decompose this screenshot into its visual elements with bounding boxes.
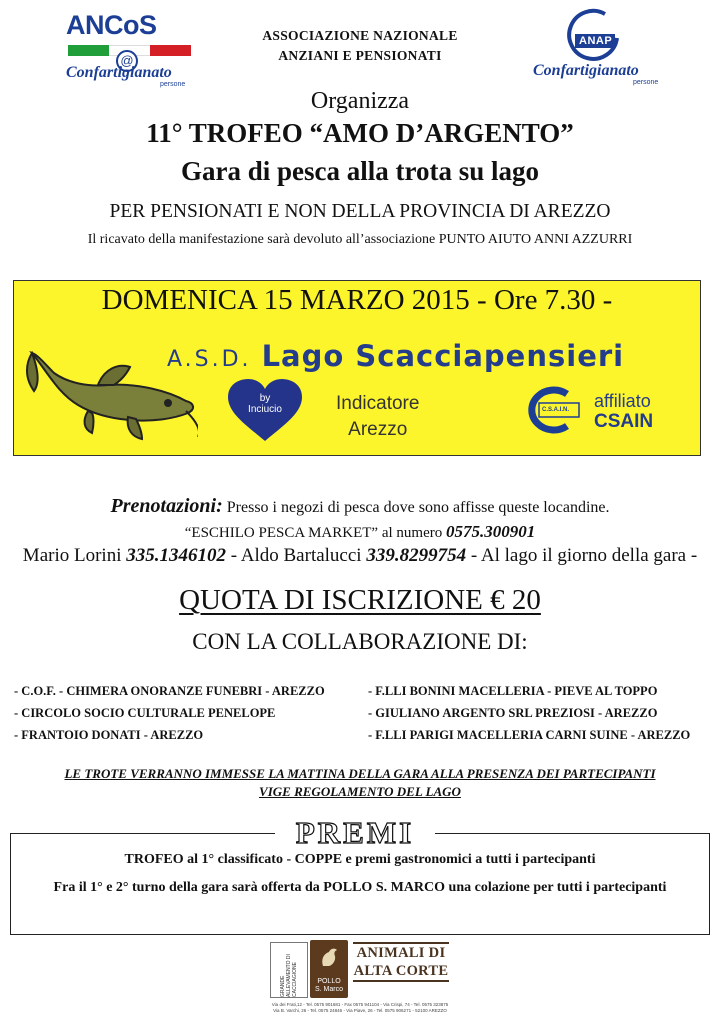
location-line-1: Indicatore xyxy=(336,393,420,414)
heart-text xyxy=(226,393,304,415)
booking-text: Presso i negozi di pesca dove sono affisse queste locandine. xyxy=(226,499,610,516)
affiliato-label: affiliato xyxy=(594,391,651,411)
gara-title: Gara di pesca alla trota su lago xyxy=(180,156,539,186)
persone-label: persone xyxy=(160,81,186,88)
asd-label: A.S.D. xyxy=(167,347,252,372)
location-label xyxy=(336,391,419,443)
prizes-title xyxy=(275,815,435,851)
pollo-label-1: POLLO xyxy=(317,978,341,985)
club-name xyxy=(167,339,624,373)
sponsor-item: - F.LLI PARIGI MACELLERIA CARNI SUINE - AREZZO xyxy=(368,728,691,742)
confartigianato-label: Confartigianato xyxy=(66,64,172,81)
pensionati-line: PER PENSIONATI E NON DELLA PROVINCIA DI AREZZO xyxy=(109,201,611,222)
sponsor-list-right xyxy=(368,680,690,746)
heart-text-by: by xyxy=(259,393,271,404)
registration-fee: QUOTA DI ISCRIZIONE € 20 xyxy=(179,584,541,616)
game-breeding-badge: GRANDE ALLEVAMENTO DI CACCIAGIONE xyxy=(270,942,308,998)
ricavato-line: Il ricavato della manifestazione sarà devoluto all’associazione PUNTO AIUTO ANNI AZZURRI xyxy=(87,232,633,247)
contact-1: Mario Lorini xyxy=(22,545,122,566)
organizza-line: Organizza xyxy=(310,88,410,114)
association-line-2: ANZIANI E PENSIONATI xyxy=(278,48,442,63)
phone-1: 335.1346102 xyxy=(126,545,226,566)
phone-2: 339.8299754 xyxy=(366,545,467,566)
anap-wordmark: ANAP xyxy=(579,35,613,47)
pollo-san-marco-logo xyxy=(310,940,348,998)
prizes-title-text: PREMI xyxy=(295,815,415,850)
heart-text-inciucio: Inciucio xyxy=(248,404,282,415)
rooster-icon xyxy=(319,946,339,968)
shop-name: “ESCHILO PESCA MARKET” al numero xyxy=(184,525,443,541)
sponsor-item: - CIRCOLO SOCIO CULTURALE PENELOPE xyxy=(14,706,276,720)
address-line-2: Via B. Varchi, 26 - Tel. 0575 24846 - Via Piave, 26 - Tel. 0575 906271 - 52100 AREZZO xyxy=(273,1008,447,1013)
association-name xyxy=(220,26,500,66)
prize-line-2: Fra il 1° e 2° turno della gara sarà offerta da POLLO S. MARCO una colazione per tutti i partecipanti xyxy=(53,880,667,895)
booking-line xyxy=(0,495,720,518)
club-name-text: Lago Scacciapensieri xyxy=(261,339,625,373)
event-banner xyxy=(13,280,701,456)
footer-address xyxy=(270,1002,450,1014)
collaboration-heading: CON LA COLLABORAZIONE DI: xyxy=(192,629,528,654)
shop-line xyxy=(0,522,720,542)
csain-label: CSAIN xyxy=(594,411,654,432)
csain-mark-text: C.S.A.I.N. xyxy=(542,407,570,413)
sponsor-list-left xyxy=(14,680,325,746)
sponsor-item: - FRANTOIO DONATI - AREZZO xyxy=(14,728,204,742)
sponsor-item: - C.O.F. - CHIMERA ONORANZE FUNEBRI - AREZZO xyxy=(14,684,325,698)
contact-2: - Aldo Bartalucci xyxy=(230,545,362,566)
sponsor-footer-logo xyxy=(270,940,450,1015)
animali-line-1: ANIMALI DI xyxy=(356,945,446,961)
prize-line-1: TROFEO al 1° classificato - COPPE e premi gastronomici a tutti i partecipanti xyxy=(124,852,596,867)
shop-phone: 0575.300901 xyxy=(445,522,536,541)
event-date: DOMENICA 15 MARZO 2015 - Ore 7.30 - xyxy=(101,284,613,316)
trout-notice xyxy=(0,765,720,801)
animali-line-2: ALTA CORTE xyxy=(353,963,449,979)
contacts-tail: - Al lago il giorno della gara - xyxy=(470,545,698,566)
confartigianato-label-right: Confartigianato xyxy=(533,62,639,79)
trofeo-title: 11° TROFEO “AMO D’ARGENTO” xyxy=(146,118,574,148)
anap-logo xyxy=(525,8,695,88)
affiliation xyxy=(594,391,653,432)
booking-label: Prenotazioni: xyxy=(110,495,223,517)
persone-label-right: persone xyxy=(633,79,659,86)
sponsor-item: - F.LLI BONINI MACELLERIA - PIEVE AL TOPPO xyxy=(368,684,658,698)
address-line-1: Via dei Frati,12 - Tel. 0575 901681 - Fax 0575 941104 - Via Crispi, 74 - Tel. 0575 323875 xyxy=(271,1002,449,1007)
at-sign-icon: @ xyxy=(116,50,138,72)
contacts-line xyxy=(0,545,720,567)
sponsor-item: - GIULIANO ARGENTO SRL PREZIOSI - AREZZO xyxy=(368,706,658,720)
ancos-wordmark: ANCoS xyxy=(66,10,157,40)
trout-notice-line-1: LE TROTE VERRANNO IMMESSE LA MATTINA DELLA GARA ALLA PRESENZA DEI PARTECIPANTI xyxy=(64,766,656,781)
trout-notice-line-2: VIGE REGOLAMENTO DEL LAGO xyxy=(259,784,461,799)
pollo-label-2: S. Marco xyxy=(314,986,343,993)
animali-alta-corte-logo xyxy=(353,942,449,982)
association-line-1: ASSOCIAZIONE NAZIONALE xyxy=(262,28,458,43)
ancos-logo xyxy=(62,10,202,88)
location-line-2: Arezzo xyxy=(348,419,408,440)
